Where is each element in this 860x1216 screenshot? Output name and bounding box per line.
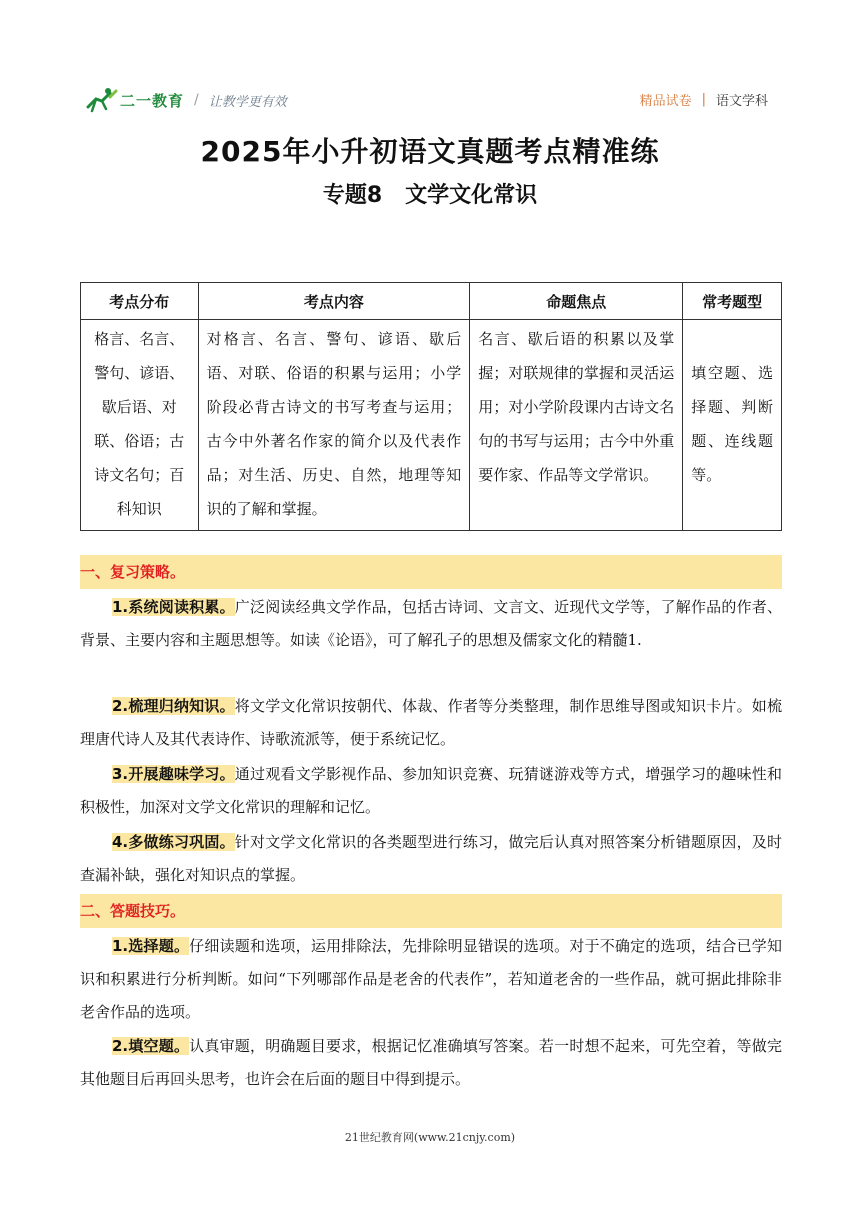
section-heading-review: 一、复习策略。	[80, 555, 782, 589]
paragraph-lead: 2.梳理归纳知识。	[112, 697, 235, 715]
page-footer: 21世纪教育网(www.21cnjy.com)	[344, 1131, 516, 1144]
paragraph-text: 认真审题，明确题目要求，根据记忆准确填写答案。若一时想不起来，可先空着，等做完其他题目后再回头思考，也许会在后面的题目中得到提示。	[80, 1037, 782, 1088]
paragraph-text: 针对文学文化常识的各类题型进行练习，做完后认真对照答案分析错题原因，及时查漏补缺，强化对知识点的掌握。	[80, 833, 782, 884]
header-right	[640, 90, 768, 109]
logo	[84, 86, 287, 114]
table-cell: 对格言、名言、警句、谚语、歇后语、对联、俗语的积累与运用；小学阶段必背古诗文的书写考查与运用；古今中外著名作家的简介以及代表作品；对生活、历史、自然，地理等知识的了解和掌握。	[198, 320, 470, 531]
table-header-cell: 考点分布	[81, 283, 199, 320]
paragraph-lead: 3.开展趣味学习。	[112, 765, 235, 783]
table-cell: 名言、歇后语的积累以及掌握；对联规律的掌握和灵活运用；对小学阶段课内古诗文名句的书写与运用；古今中外重要作家、作品等文学常识。	[470, 320, 683, 531]
table-header-cell: 命题焦点	[470, 283, 683, 320]
paragraph	[80, 591, 782, 657]
header-divider: |	[701, 92, 706, 107]
runner-logo-icon	[84, 87, 118, 113]
section-heading-tips: 二、答题技巧。	[80, 894, 782, 928]
paragraph	[80, 690, 782, 756]
exam-points-table	[80, 282, 782, 531]
table-row	[81, 320, 782, 531]
paragraph	[80, 758, 782, 824]
paragraph-text: 仔细读题和选项，运用排除法，先排除明显错误的选项。对于不确定的选项，结合已学知识和积累进行分析判断。如问“下列哪部作品是老舍的代表作”，若知道老舍的一些作品，就可据此排除非老舍作品的选项。	[80, 937, 782, 1021]
table-cell: 填空题、选择题、判断题、连线题等。	[683, 320, 782, 531]
header-tag-quality: 精品试卷	[639, 94, 692, 109]
paragraph-lead: 1.选择题。	[112, 937, 190, 955]
paragraph-lead: 4.多做练习巩固。	[112, 833, 235, 851]
paragraph	[80, 930, 782, 1029]
logo-slogan: 让教学更有效	[208, 94, 287, 110]
paragraph-lead: 1.系统阅读积累。	[112, 598, 235, 616]
table-header-cell: 常考题型	[683, 283, 782, 320]
page-subtitle: 专题8 文学文化常识	[322, 183, 538, 208]
header-tag-subject: 语文学科	[715, 94, 768, 109]
table-header-cell: 考点内容	[198, 283, 470, 320]
paragraph-text: 将文学文化常识按朝代、体裁、作者等分类整理，制作思维导图或知识卡片。如梳理唐代诗人及其代表诗作、诗歌流派等，便于系统记忆。	[80, 697, 782, 748]
table-header-row	[81, 283, 782, 320]
paragraph-text: 通过观看文学影视作品、参加知识竞赛、玩猜谜游戏等方式，增强学习的趣味性和积极性，加深对文学文化常识的理解和记忆。	[80, 765, 782, 816]
table-cell: 格言、名言、警句、谚语、歇后语、对联、俗语；古诗文名句；百科知识	[81, 320, 199, 531]
logo-separator: /	[194, 92, 199, 108]
paragraph	[80, 826, 782, 892]
paragraph	[80, 1030, 782, 1096]
page-title: 2025年小升初语文真题考点精准练	[200, 135, 660, 168]
paragraph-text: 广泛阅读经典文学作品，包括古诗词、文言文、近现代文学等，了解作品的作者、背景、主要内容和主题思想等。如读《论语》，可了解孔子的思想及儒家文化的精髓1.	[80, 598, 782, 649]
logo-text: 二一教育	[120, 91, 185, 110]
paragraph-lead: 2.填空题。	[112, 1037, 190, 1055]
page-header	[84, 84, 784, 116]
